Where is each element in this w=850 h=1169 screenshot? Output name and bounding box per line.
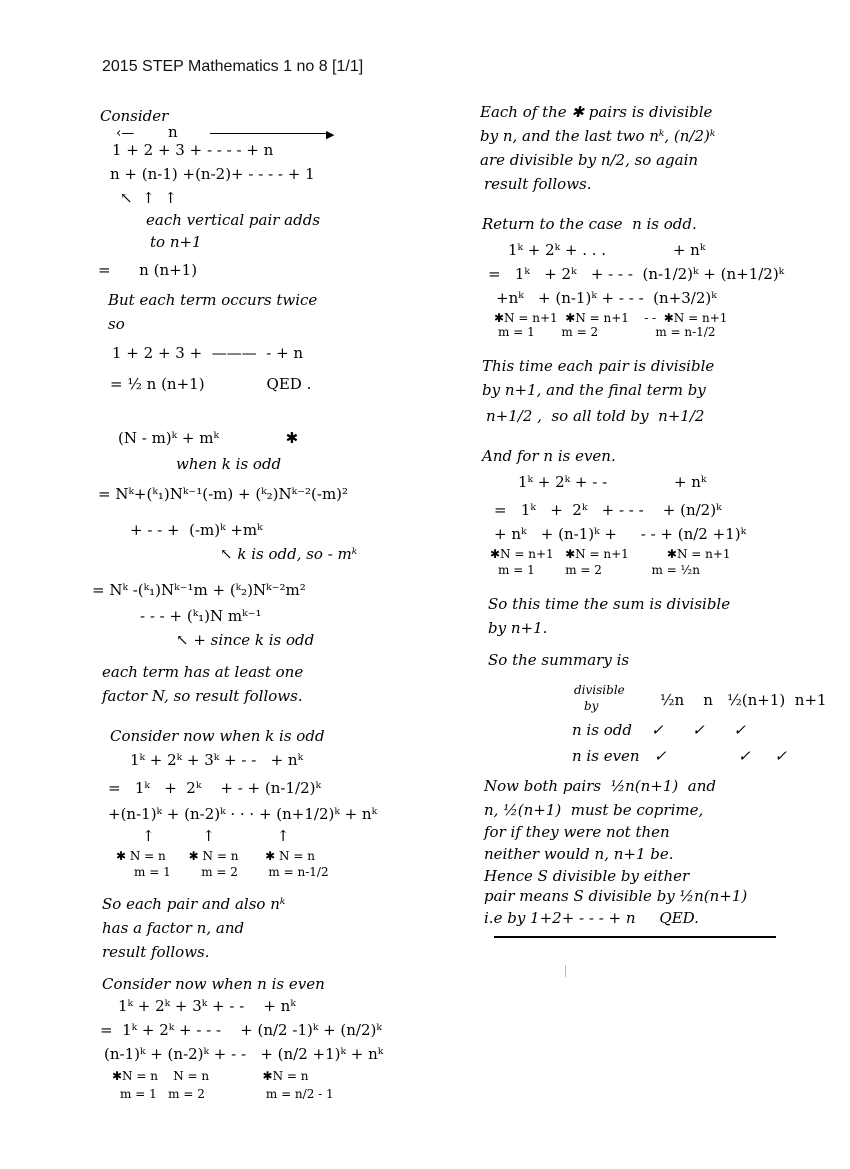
- right-line: by n+1, and the final term by: [482, 381, 706, 399]
- right-line: 1ᵏ + 2ᵏ + - - + nᵏ: [518, 473, 707, 491]
- left-line: each vertical pair adds: [146, 211, 321, 229]
- right-line: i.e by 1+2+ - - - + n QED.: [484, 909, 699, 927]
- left-line: = ½ n (n+1) QED .: [110, 375, 312, 393]
- right-line: ✱N = n+1 ✱N = n+1 ✱N = n+1: [490, 547, 731, 561]
- left-line: But each term occurs twice: [108, 291, 318, 309]
- left-line: 1 + 2 + 3 + - - - - + n: [112, 141, 274, 159]
- left-line: = Nᵏ+(ᵏ₁)Nᵏ⁻¹(-m) + (ᵏ₂)Nᵏ⁻²(-m)²: [98, 485, 349, 503]
- left-line: ↖ ↑ ↑: [120, 189, 177, 207]
- left-line: So each pair and also nᵏ: [102, 895, 286, 913]
- right-line: Return to the case n is odd.: [482, 215, 697, 233]
- left-line: (N - m)ᵏ + mᵏ ✱: [118, 429, 299, 447]
- left-line: m = 1 m = 2 m = n-1/2: [134, 865, 329, 879]
- left-line: + - - + (-m)ᵏ +mᵏ: [130, 521, 263, 539]
- left-line: 1ᵏ + 2ᵏ + 3ᵏ + - - + nᵏ: [130, 751, 304, 769]
- left-line: n + (n-1) +(n-2)+ - - - - + 1: [110, 165, 315, 183]
- left-line: ↖ k is odd, so - mᵏ: [220, 545, 358, 563]
- right-line: + nᵏ + (n-1)ᵏ + - - + (n/2 +1)ᵏ: [494, 525, 747, 543]
- right-line: +nᵏ + (n-1)ᵏ + - - - (n+3/2)ᵏ: [496, 289, 717, 307]
- left-line: m = 1 m = 2 m = n/2 - 1: [120, 1087, 334, 1101]
- summary-row: n is even ✓ ✓ ✓: [572, 747, 787, 765]
- right-line: 1ᵏ + 2ᵏ + . . . + nᵏ: [508, 241, 706, 259]
- left-line: - - - + (ᵏ₁)N mᵏ⁻¹: [140, 607, 262, 625]
- right-line: n, ½(n+1) must be coprime,: [484, 801, 704, 819]
- left-line: 1ᵏ + 2ᵏ + 3ᵏ + - - + nᵏ: [118, 997, 296, 1015]
- left-line: (n-1)ᵏ + (n-2)ᵏ + - - + (n/2 +1)ᵏ + nᵏ: [104, 1045, 384, 1063]
- summary-row: n is odd ✓ ✓ ✓: [572, 721, 746, 739]
- left-line: = 1ᵏ + 2ᵏ + - + (n-1/2)ᵏ: [108, 779, 321, 797]
- left-line: n: [168, 123, 178, 141]
- summary-header: by: [584, 699, 599, 713]
- left-line: Consider: [100, 107, 169, 125]
- right-line: This time each pair is divisible: [482, 357, 715, 375]
- right-line: Now both pairs ½n(n+1) and: [484, 777, 717, 795]
- left-line: ✱N = n N = n ✱N = n: [112, 1069, 309, 1083]
- right-line: Hence S divisible by either: [484, 867, 690, 885]
- right-line: are divisible by n/2, so again: [480, 151, 699, 169]
- left-line: ↖ + since k is odd: [176, 631, 315, 649]
- right-line: by n+1.: [488, 619, 548, 637]
- right-line: So this time the sum is divisible: [488, 595, 731, 613]
- right-line: And for n is even.: [482, 447, 616, 465]
- left-line: = Nᵏ -(ᵏ₁)Nᵏ⁻¹m + (ᵏ₂)Nᵏ⁻²m²: [92, 581, 306, 599]
- left-line: Consider now when k is odd: [110, 727, 325, 745]
- left-line: 1 + 2 + 3 + ——— - + n: [112, 344, 304, 362]
- left-line: to n+1: [150, 233, 202, 251]
- right-line: Each of the ✱ pairs is divisible: [480, 103, 713, 121]
- left-line: factor N, so result follows.: [102, 687, 303, 705]
- right-line: pair means S divisible by ½n(n+1): [484, 887, 748, 905]
- left-line: when k is odd: [176, 455, 282, 473]
- right-line: = 1ᵏ + 2ᵏ + - - - (n-1/2)ᵏ + (n+1/2)ᵏ: [488, 265, 785, 283]
- right-line: n+1/2 , so all told by n+1/2: [486, 407, 705, 425]
- left-line: +(n-1)ᵏ + (n-2)ᵏ · · · + (n+1/2)ᵏ + nᵏ: [108, 805, 378, 823]
- left-line: each term has at least one: [102, 663, 304, 681]
- right-line: result follows.: [484, 175, 592, 193]
- right-line: for if they were not then: [484, 823, 670, 841]
- left-line: = n (n+1): [98, 261, 198, 279]
- left-line: ↑ ↑ ↑: [142, 827, 290, 845]
- arrow-left-icon: ‹—: [116, 126, 135, 141]
- right-line: by n, and the last two nᵏ, (n/2)ᵏ: [480, 127, 716, 145]
- left-line: so: [108, 315, 125, 333]
- right-line: ✱N = n+1 ✱N = n+1 - - ✱N = n+1: [494, 311, 728, 325]
- right-line: So the summary is: [488, 651, 630, 669]
- left-line: result follows.: [102, 943, 210, 961]
- right-line: m = 1 m = 2 m = ½n: [498, 563, 700, 577]
- arrow-right-icon: ▶: [326, 128, 335, 141]
- left-line: = 1ᵏ + 2ᵏ + - - - + (n/2 -1)ᵏ + (n/2)ᵏ: [100, 1021, 382, 1039]
- page-title: 2015 STEP Mathematics 1 no 8 [1/1]: [102, 58, 364, 75]
- end-rule: [494, 936, 776, 938]
- arrow-line: [210, 133, 330, 134]
- right-line: m = 1 m = 2 m = n-1/2: [498, 325, 716, 339]
- summary-header: divisible: [574, 683, 625, 697]
- left-line: has a factor n, and: [102, 919, 245, 937]
- right-line: neither would n, n+1 be.: [484, 845, 674, 863]
- pen-mark: [565, 965, 566, 977]
- left-line: ✱ N = n ✱ N = n ✱ N = n: [116, 849, 315, 863]
- left-line: Consider now when n is even: [102, 975, 325, 993]
- summary-columns: ½n n ½(n+1) n+1: [660, 691, 827, 709]
- right-line: = 1ᵏ + 2ᵏ + - - - + (n/2)ᵏ: [494, 501, 722, 519]
